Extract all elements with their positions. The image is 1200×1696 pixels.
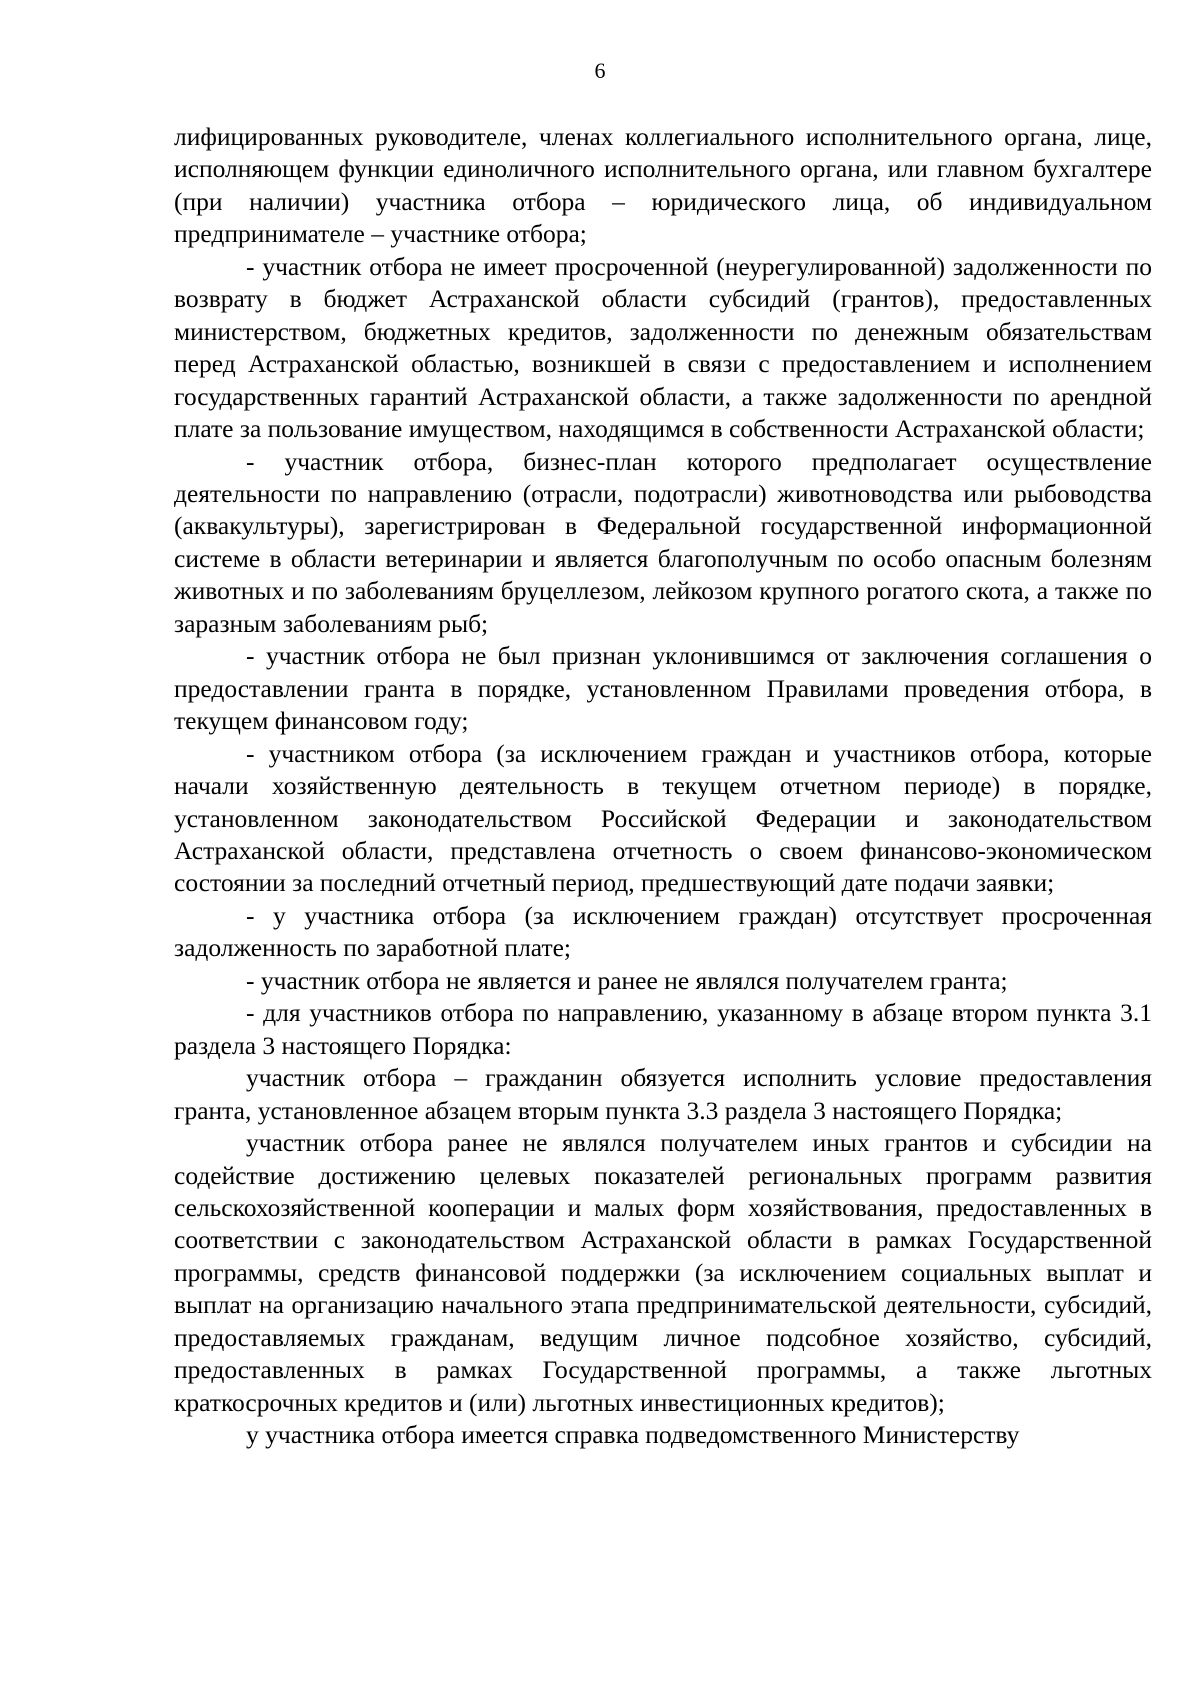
paragraph: - у участника отбора (за исключением граждан) отсутствует просроченная задолженность по заработной плате;: [174, 900, 1152, 963]
paragraph: - для участников отбора по направлению, указанному в абзаце втором пункта 3.1 раздела 3 настоящего Порядка:: [174, 998, 1152, 1060]
paragraph: у участника отбора имеется справка подведомственного Министерству: [246, 1420, 1020, 1450]
paragraph: лифицированных руководителе, членах коллегиального исполнительного органа, лице, исполняющем функции единоличного исполнительного органа, или главном бухгалтере (при наличии) участника отбора – юридического лица, об индивидуальном предпринимателе – участнике отбора;: [174, 122, 1152, 249]
page-number: 6: [594, 58, 606, 83]
paragraph: - участник отбора не был признан уклонившимся от заключения соглашения о предоставлении гранта в порядке, установленном Правилами проведения отбора, в текущем финансовом году;: [174, 641, 1152, 736]
body-text: [174, 121, 1152, 1452]
paragraph: - участник отбора, бизнес-план которого предполагает осуществление деятельности по направлению (отрасли, подотрасли) животноводства или рыбоводства (аквакультуры), зарегистрирован в Федеральной государственной информационной системе в области ветеринарии и является благополучным по особо опасным болезням животных и по заболеваниям бруцеллезом, лейкозом крупного рогатого скота, а также по заразным заболеваниям рыб;: [174, 446, 1152, 638]
paragraph: - участником отбора (за исключением граждан и участников отбора, которые начали хозяйственную деятельность в текущем отчетном периоде) в порядке, установленном законодательством Российской Федерации и законодательством Астраханской области, представлена отчетность о своем финансово-экономическом состоянии за последний отчетный период, предшествующий дате подачи заявки;: [174, 738, 1152, 898]
paragraph: - участник отбора не является и ранее не являлся получателем гранта;: [246, 965, 1008, 995]
paragraph: участник отбора ранее не являлся получателем иных грантов и субсидии на содействие достижению целевых показателей региональных программ развития сельскохозяйственной кооперации и малых форм хозяйствования, предоставленных в соответствии с законодательством Астраханской области в рамках Государственной программы, средств финансовой поддержки (за исключением социальных выплат и выплат на организацию начального этапа предпринимательской деятельности, субсидий, предоставляемых гражданам, ведущим личное подсобное хозяйство, субсидий, предоставленных в рамках Государственной программы, а также льготных краткосрочных кредитов и (или) льготных инвестиционных кредитов);: [174, 1128, 1152, 1417]
paragraph: - участник отбора не имеет просроченной (неурегулированной) задолженности по возврату в бюджет Астраханской области субсидий (грантов), предоставленных министерством, бюджетных кредитов, задолженности по денежным обязательствам перед Астраханской областью, возникшей в связи с предоставлением и исполнением государственных гарантий Астраханской области, а также задолженности по арендной плате за пользование имуществом, находящимся в собственности Астраханской области;: [174, 251, 1152, 444]
paragraph: участник отбора – гражданин обязуется исполнить условие предоставления гранта, установленное абзацем вторым пункта 3.3 раздела 3 настоящего Порядка;: [174, 1063, 1152, 1125]
